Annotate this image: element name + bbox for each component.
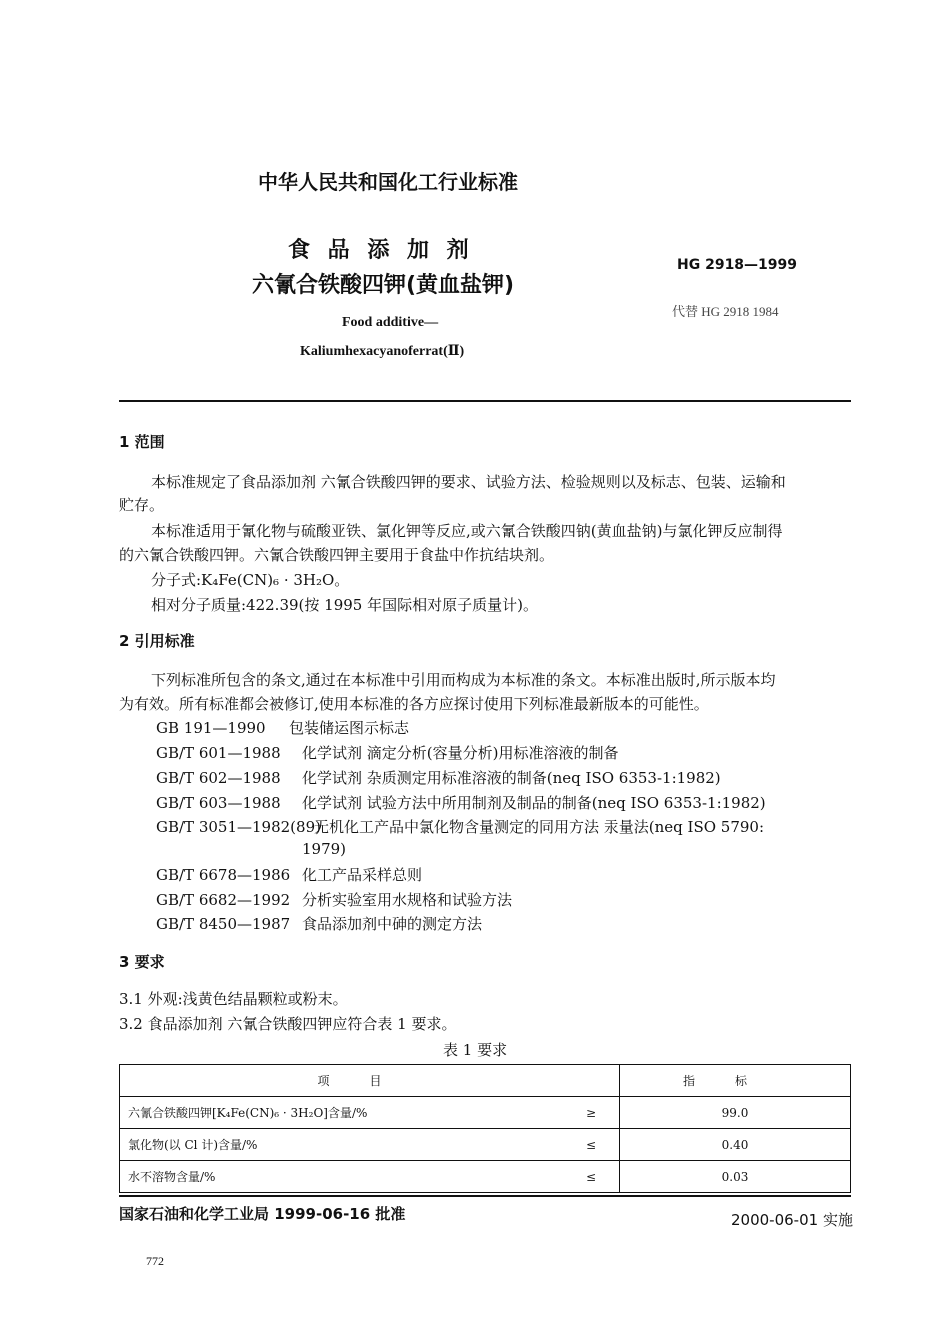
molecular-formula: 分子式:K₄Fe(CN)₆ · 3H₂O。 [151,571,350,589]
ref-title: 化学试剂 滴定分析(容量分析)用标准溶液的制备 [302,744,619,762]
ref-item [156,864,422,886]
row-value: 0.03 [620,1161,851,1193]
ref-title: 无机化工产品中氯化物含量测定的同用方法 汞量法(neq ISO 5790: [314,818,765,836]
ref-item [156,913,482,935]
ref-title-continuation: 1979) [302,840,347,858]
requirements-table [119,1064,851,1193]
ref-item [156,717,409,739]
row-name: 水不溶物含量/% [120,1161,564,1193]
section-1-heading: 1 范围 [119,433,165,451]
ref-code: GB/T 602—1988 [156,769,281,787]
section-2-heading: 2 引用标准 [119,632,195,650]
row-name: 六氰合铁酸四钾[K₄Fe(CN)₆ · 3H₂O]含量/% [120,1097,564,1129]
org-title: 中华人民共和国化工行业标准 [258,170,518,194]
table-row [120,1129,851,1161]
ref-code: GB/T 3051—1982(89) [156,818,321,836]
row-value: 99.0 [620,1097,851,1129]
column-header-item: 项目 [120,1065,620,1097]
ref-title: 包装储运图示标志 [289,719,410,737]
ref-code: GB/T 8450—1987 [156,915,291,933]
ref-code: GB/T 601—1988 [156,744,281,762]
requirement-3-2: 3.2 食品添加剂 六氰合铁酸四钾应符合表 1 要求。 [119,1015,457,1033]
replaces-note: 代替 HG 2918 1984 [672,304,779,319]
ref-title: 化学试剂 试验方法中所用制剂及制品的制备(neq ISO 6353-1:1982) [302,794,766,812]
std-title-line-1: 食 品 添 加 剂 [288,238,469,263]
ref-code: GB/T 603—1988 [156,794,281,812]
ref-title: 化工产品采样总则 [302,866,423,884]
en-title-line-2: Kaliumhexacyanoferrat(Ⅱ) [300,344,465,359]
ref-item [156,889,512,911]
ref-title: 化学试剂 杂质测定用标准溶液的制备(neq ISO 6353-1:1982) [302,769,721,787]
requirement-3-1: 3.1 外观:浅黄色结晶颗粒或粉末。 [119,990,348,1008]
row-value: 0.40 [620,1129,851,1161]
std-number: HG 2918—1999 [677,257,798,273]
header-divider [119,400,851,402]
ref-item [156,816,764,838]
row-symbol: ≥ [563,1097,620,1129]
section-2-para-line-2: 为有效。所有标准都会被修订,使用本标准的各方应探讨使用下列标准最新版本的可能性。 [119,695,709,713]
ref-item [156,767,721,789]
section-1-para-2-line-2: 的六氰合铁酸四钾。六氰合铁酸四钾主要用于食盐中作抗结块剂。 [119,546,555,564]
ref-title: 食品添加剂中砷的测定方法 [302,915,483,933]
row-symbol: ≤ [563,1129,620,1161]
ref-code: GB/T 6678—1986 [156,866,291,884]
ref-item [156,792,766,814]
section-1-para-1-line-1: 本标准规定了食品添加剂 六氰合铁酸四钾的要求、试验方法、检验规则以及标志、包装、运输和 [151,473,786,491]
section-2-para-line-1: 下列标准所包含的条文,通过在本标准中引用而构成为本标准的条文。本标准出版时,所示版本均 [151,671,776,689]
approval-line: 国家石油和化学工业局 1999-06-16 批准 [119,1205,406,1223]
ref-code: GB/T 6682—1992 [156,891,291,909]
table-row [120,1161,851,1193]
section-3-heading: 3 要求 [119,953,165,971]
ref-title: 分析实验室用水规格和试验方法 [302,891,513,909]
row-name: 氯化物(以 Cl 计)含量/% [120,1129,564,1161]
molecular-mass: 相对分子质量:422.39(按 1995 年国际相对原子质量计)。 [151,596,538,614]
table-row [120,1097,851,1129]
ref-item [156,742,618,764]
row-symbol: ≤ [563,1161,620,1193]
section-1-para-2-line-1: 本标准适用于氰化物与硫酸亚铁、氯化钾等反应,或六氰合铁酸四钠(黄血盐钠)与氯化钾反应制得 [151,522,783,540]
table-caption: 表 1 要求 [443,1041,508,1059]
column-header-index: 指标 [620,1065,851,1097]
ref-code: GB 191—1990 [156,719,266,737]
std-title-line-2: 六氰合铁酸四钾(黄血盐钾) [252,273,515,298]
en-title-line-1: Food additive— [342,315,439,330]
footer-divider [119,1195,851,1197]
section-1-para-1-line-2: 贮存。 [119,496,165,514]
table-header-row [120,1065,851,1097]
implementation-date: 2000-06-01 实施 [731,1211,853,1229]
page-number: 772 [146,1254,164,1268]
